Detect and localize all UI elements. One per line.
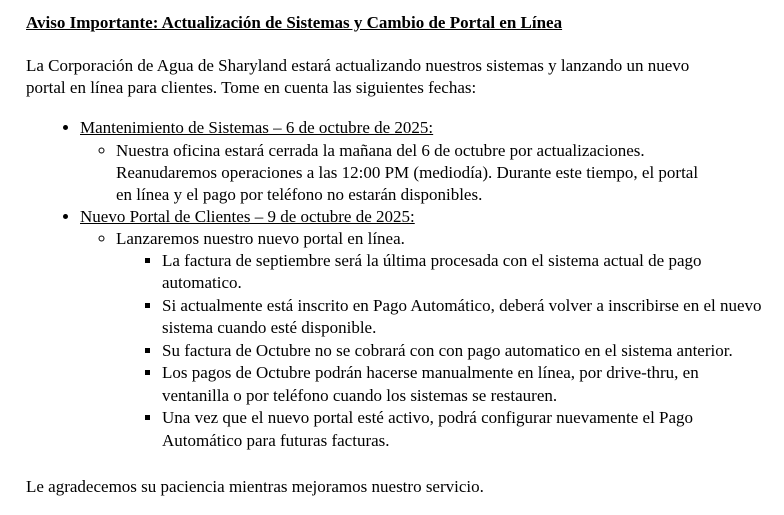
list-item	[116, 140, 762, 206]
list-item	[162, 340, 762, 362]
subdetail-list	[116, 250, 762, 452]
subdetail-text: Su factura de Octubre no se cobrará con con pago automatico en el sistema anterior.	[162, 340, 733, 360]
subdetail-text: Una vez que el nuevo portal esté activo, podrá configurar nuevamente el Pago Automático para futuras facturas.	[162, 408, 694, 450]
subdetail-text: Si actualmente está inscrito en Pago Automático, deberá volver a inscribirse en el nuevo sistema cuando esté disponible.	[162, 295, 762, 338]
list-item	[162, 250, 762, 295]
detail-text: Nuestra oficina estará cerrada la mañana del 6 de octubre por actualizaciones. Reanudaremos operaciones a las 12:00 PM (mediodía). Durante este tiempo, el portal en línea y el pago por teléfono no estarán disponibles.	[116, 140, 699, 204]
list-item	[80, 206, 762, 452]
closing-paragraph: Le agradecemos su paciencia mientras mejoramos nuestro servicio.	[26, 476, 484, 496]
page-title: Aviso Importante: Actualización de Sistemas y Cambio de Portal en Línea	[26, 13, 563, 32]
detail-list	[80, 140, 762, 206]
list-item	[162, 407, 762, 452]
notice-list	[22, 117, 762, 452]
list-item	[162, 295, 762, 340]
subdetail-text: La factura de septiembre será la última procesada con el sistema actual de pago automatico.	[162, 251, 702, 293]
detail-text: Lanzaremos nuestro nuevo portal en línea.	[116, 228, 405, 248]
list-item	[80, 117, 762, 205]
list-item	[116, 228, 762, 452]
intro-paragraph: La Corporación de Agua de Sharyland estará actualizando nuestros sistemas y lanzando un nuevo portal en línea para clientes. Tome en cuenta las siguientes fechas:	[26, 56, 690, 98]
section-heading: Mantenimiento de Sistemas – 6 de octubre de 2025:	[80, 118, 434, 138]
section-heading: Nuevo Portal de Clientes – 9 de octubre de 2025:	[80, 206, 415, 226]
list-item	[162, 362, 762, 407]
detail-list	[80, 228, 762, 452]
subdetail-text: Los pagos de Octubre podrán hacerse manualmente en línea, por drive-thru, en ventanilla o por teléfono cuando los sistemas se restauren.	[162, 363, 699, 405]
